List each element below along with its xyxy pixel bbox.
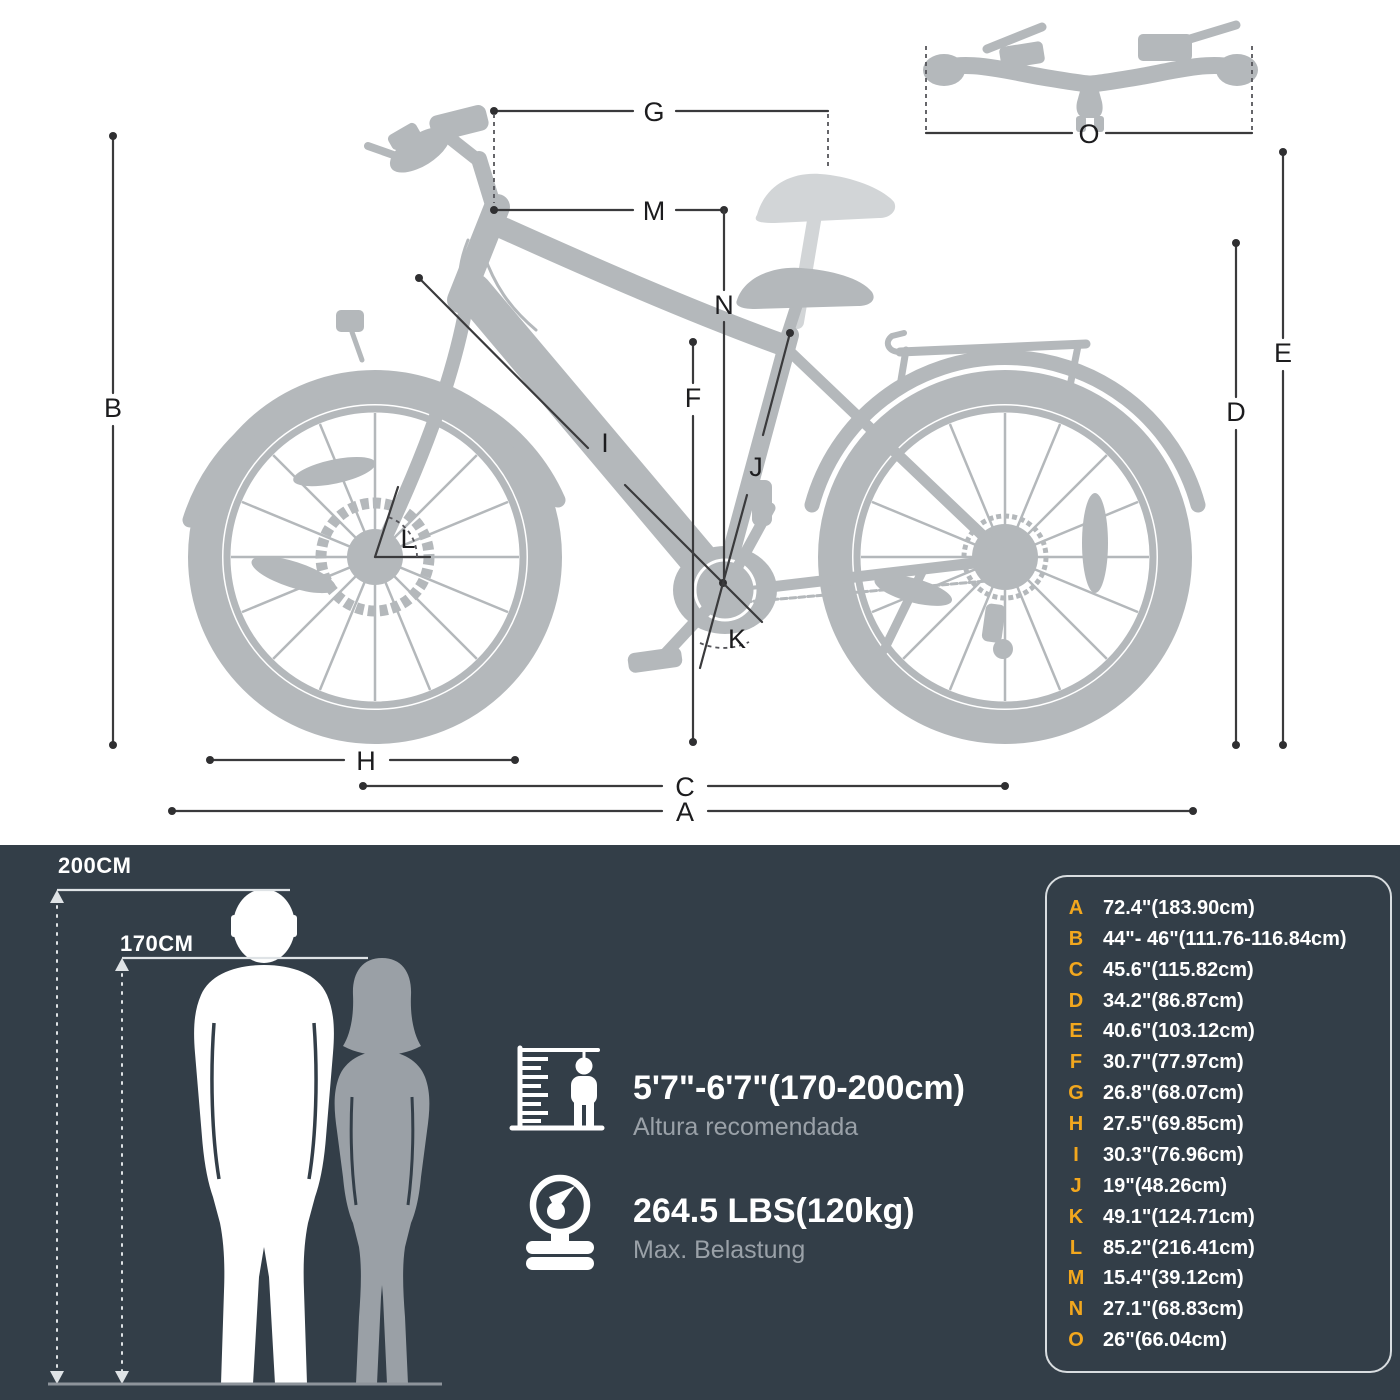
female-silhouette <box>335 958 430 1384</box>
spec-key: E <box>1069 1020 1083 1043</box>
spec-row-O <box>1063 1330 1384 1350</box>
pedal-left <box>627 646 683 673</box>
spec-value: 44"- 46"(111.76-116.84cm) <box>1103 927 1347 950</box>
spec-table <box>1045 875 1392 1373</box>
spec-row-F <box>1063 1052 1384 1072</box>
spec-key: L <box>1069 1236 1083 1259</box>
max-load-caption: Max. Belastung <box>633 1236 806 1264</box>
dim-label-E: E <box>1273 338 1293 368</box>
weight-scale-icon <box>526 1178 594 1270</box>
dim-label-M: M <box>642 196 666 226</box>
dim-label-K: K <box>727 624 747 654</box>
height-ruler-icon <box>512 1048 602 1128</box>
spec-row-H <box>1063 1114 1384 1134</box>
dim-line-A <box>168 797 1197 827</box>
spec-row-K <box>1063 1207 1384 1227</box>
headlight <box>336 310 364 360</box>
spec-value: 34.2"(86.87cm) <box>1103 989 1244 1012</box>
dim-line-B <box>104 132 122 749</box>
spec-row-N <box>1063 1299 1384 1319</box>
spec-value: 45.6"(115.82cm) <box>1103 958 1254 981</box>
spec-key: K <box>1068 1205 1084 1228</box>
short-height-marker: 170CM <box>120 931 194 956</box>
dim-label-C: C <box>675 772 695 802</box>
dim-label-D: D <box>1226 397 1246 427</box>
pedal-right <box>752 480 772 526</box>
spec-key: N <box>1068 1298 1084 1321</box>
spec-panel-section <box>0 845 1400 1400</box>
rear-reflector <box>1082 493 1108 593</box>
spec-row-A <box>1063 898 1384 918</box>
dim-label-A: A <box>675 797 695 827</box>
dim-line-D <box>1226 239 1246 749</box>
dim-label-L: L <box>400 524 416 554</box>
spec-row-E <box>1063 1021 1384 1041</box>
spec-value: 40.6"(103.12cm) <box>1103 1020 1255 1043</box>
spec-value: 27.5"(69.85cm) <box>1103 1113 1244 1135</box>
spec-row-L <box>1063 1238 1384 1258</box>
max-load-value: 264.5 LBS(120kg) <box>633 1192 915 1230</box>
spec-value: 27.1"(68.83cm) <box>1103 1298 1244 1321</box>
spec-value: 30.3"(76.96cm) <box>1103 1143 1244 1166</box>
dim-line-H <box>206 746 519 776</box>
recommended-height-value: 5'7"-6'7"(170-200cm) <box>633 1069 965 1107</box>
spec-key: H <box>1068 1113 1084 1135</box>
spec-row-C <box>1063 960 1384 980</box>
top-tube <box>503 228 783 345</box>
spec-key: F <box>1069 1051 1083 1074</box>
rear-derailleur <box>981 603 1013 659</box>
spec-key: D <box>1068 989 1084 1012</box>
spec-key: O <box>1068 1329 1084 1352</box>
dim-label-J: J <box>749 452 763 482</box>
dim-line-M <box>490 196 728 226</box>
dim-label-B: B <box>103 393 123 423</box>
spec-row-G <box>1063 1083 1384 1103</box>
spec-value: 72.4"(183.90cm) <box>1103 896 1255 919</box>
tall-height-marker: 200CM <box>58 853 132 878</box>
spec-row-I <box>1063 1145 1384 1165</box>
spec-row-M <box>1063 1268 1384 1288</box>
spec-value: 30.7"(77.97cm) <box>1103 1051 1244 1074</box>
dim-label-G: G <box>643 97 665 127</box>
spec-key: J <box>1070 1174 1082 1197</box>
spec-key: A <box>1068 896 1084 919</box>
spec-row-J <box>1063 1176 1384 1196</box>
spec-value: 26.8"(68.07cm) <box>1103 1082 1244 1105</box>
spec-row-B <box>1063 929 1384 949</box>
dim-label-I: I <box>601 428 609 458</box>
spec-value: 49.1"(124.71cm) <box>1103 1205 1255 1228</box>
spec-key: B <box>1068 927 1084 950</box>
handlebar-stem-cluster <box>368 103 494 208</box>
dim-label-O: O <box>1078 119 1100 149</box>
saddle <box>736 268 873 309</box>
dim-line-E <box>1274 148 1292 749</box>
spec-value: 19"(48.26cm) <box>1103 1174 1228 1197</box>
spec-key: I <box>1073 1143 1079 1166</box>
display-unit <box>1138 34 1192 61</box>
dim-label-H: H <box>356 746 376 776</box>
spec-key: M <box>1067 1267 1085 1290</box>
spec-value: 85.2"(216.41cm) <box>1103 1236 1255 1259</box>
spec-key: C <box>1068 958 1084 981</box>
spec-value: 15.4"(39.12cm) <box>1103 1267 1244 1290</box>
dim-label-N: N <box>714 290 734 320</box>
dim-label-F: F <box>684 383 702 413</box>
handlebar-top-view <box>923 25 1258 132</box>
spec-row-D <box>1063 991 1384 1011</box>
spec-value: 26"(66.04cm) <box>1103 1329 1228 1352</box>
recommended-height-caption: Altura recomendada <box>633 1113 859 1141</box>
spec-key: G <box>1068 1082 1084 1105</box>
